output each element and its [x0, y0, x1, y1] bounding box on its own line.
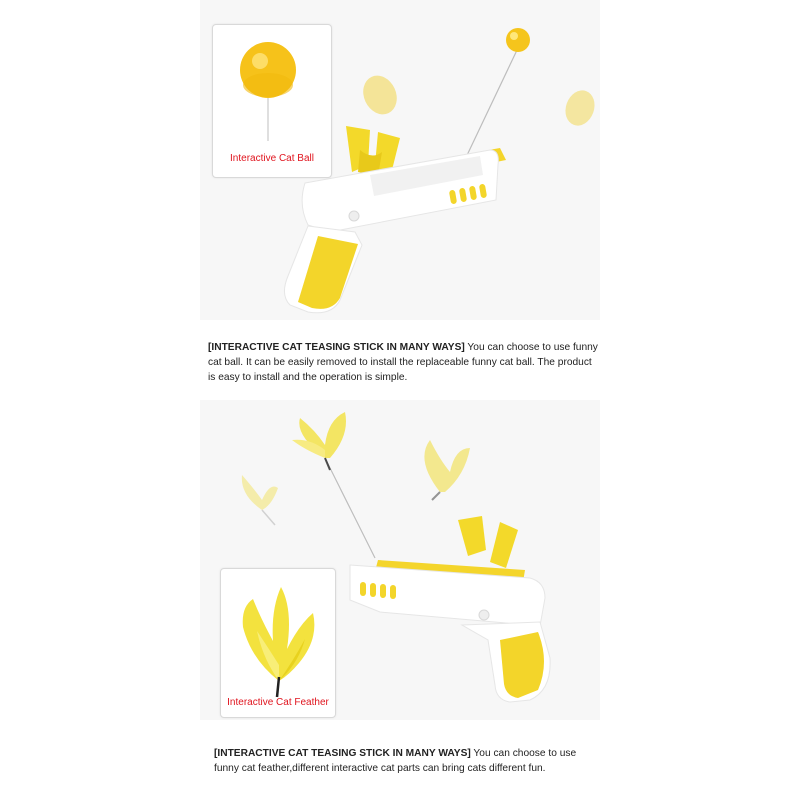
ball-inset-caption: Interactive Cat Ball: [230, 153, 314, 164]
ball-inset: [212, 24, 332, 178]
ball-description: [208, 340, 598, 385]
cat-feather-icon: [221, 569, 335, 717]
feather-description-heading: [INTERACTIVE CAT TEASING STICK IN MANY WAYS]: [214, 748, 471, 759]
feather-inset-caption: Interactive Cat Feather: [227, 697, 329, 708]
feather-description: [214, 746, 594, 776]
ball-description-heading: [INTERACTIVE CAT TEASING STICK IN MANY WAYS]: [208, 342, 465, 353]
feather-description-body: You can choose to use funny cat feather,different interactive cat parts can bring cats different fun.: [214, 748, 577, 774]
ball-description-body: You can choose to use funny cat ball. It can be easily removed to install the replaceable funny cat ball. The product is easy to install and the operation is simple.: [208, 342, 598, 383]
product-image-ball: [200, 0, 600, 320]
feather-inset: [220, 568, 336, 718]
product-image-feather: [200, 400, 600, 720]
